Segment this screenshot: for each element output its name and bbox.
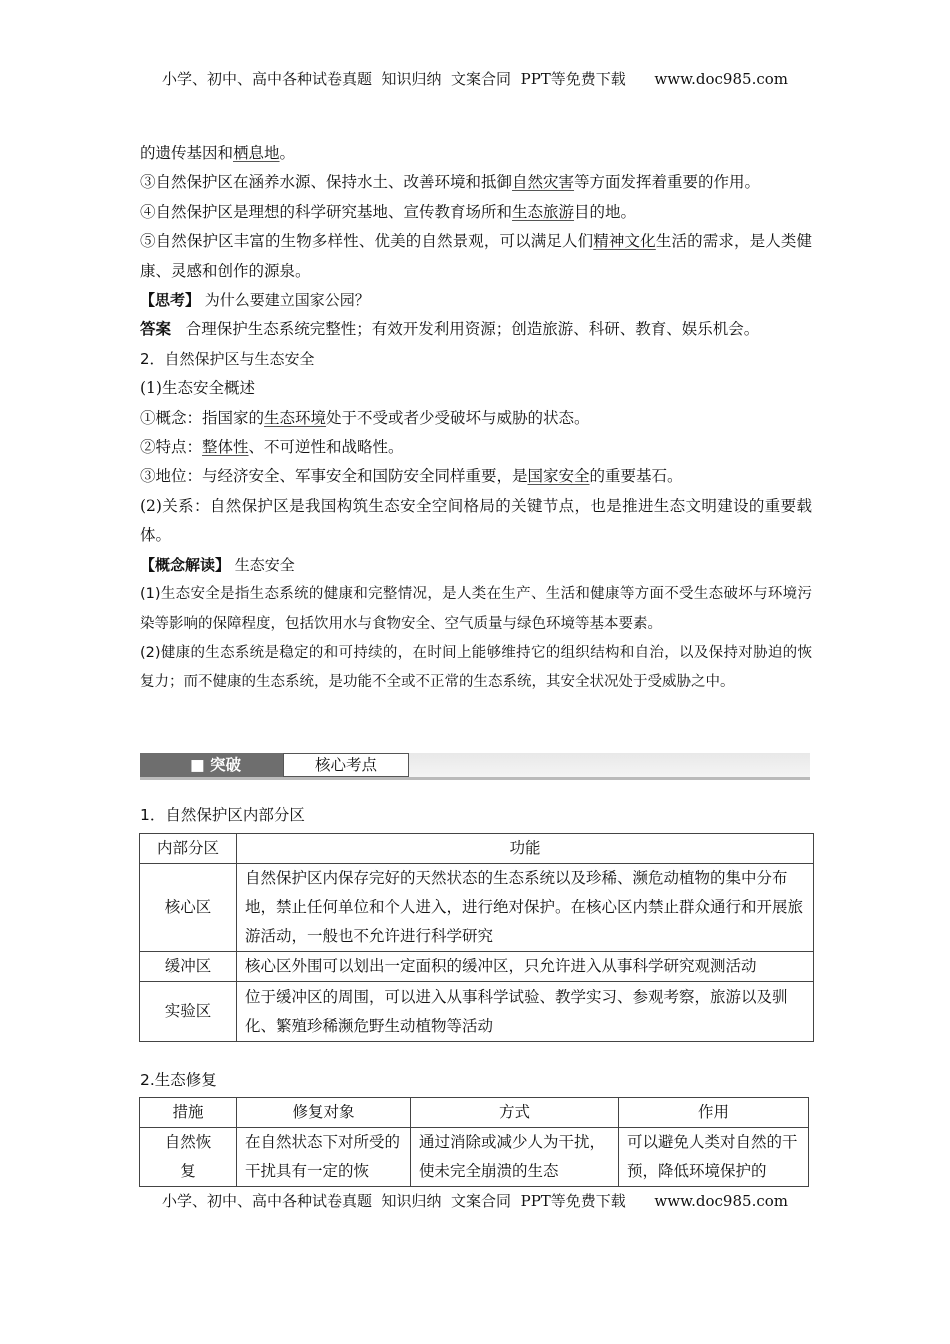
section-banner xyxy=(140,753,810,779)
zone-name: 核心区 xyxy=(140,864,237,952)
banner-rule xyxy=(140,777,810,780)
table-row xyxy=(140,1128,809,1187)
text: 、不可逆性和战略性。 xyxy=(248,438,404,457)
target-cell: 在自然状态下对所受的干扰具有一定的恢 xyxy=(237,1128,411,1187)
zone-function: 位于缓冲区的周围，可以进入从事科学试验、教学实习、参观考察，旅游以及驯化、繁殖珍稀濒危野生动植物等活动 xyxy=(237,982,814,1042)
paragraph xyxy=(140,198,812,227)
text: ①概念：指国家的 xyxy=(140,408,265,427)
effect-cell: 可以避免人类对自然的干预，降低环境保护的 xyxy=(619,1128,809,1187)
text: 的遗传基因和 xyxy=(140,144,234,162)
method-cell: 通过消除或减少人为干扰，使未完全崩溃的生态 xyxy=(411,1128,619,1187)
concept-title: 生态安全 xyxy=(234,555,295,574)
header-cell: 措施 xyxy=(140,1098,237,1128)
text: 的重要基石。 xyxy=(589,467,683,486)
page-header: 小学、初中、高中各种试卷真题 知识归纳 文案合同 PPT等免费下载 www.doc985.com xyxy=(161,70,788,88)
table-header-row xyxy=(140,1098,809,1128)
measure-cell: 自然恢复 xyxy=(140,1128,237,1187)
text: ③自然保护区在涵养水源、保持水土、改善环境和抵御 xyxy=(140,173,513,192)
banner-left: ■ 突破 xyxy=(140,753,283,777)
paragraph: (2)健康的生态系统是稳定的和可持续的，在时间上能够维持它的组织结构和自治，以及保持对胁迫的恢复力；而不健康的生态系统，是功能不全或不正常的生态系统，其安全状况处于受威胁之中。 xyxy=(140,644,812,691)
concept-heading xyxy=(140,551,812,580)
paragraph xyxy=(140,433,812,462)
header-cell: 作用 xyxy=(619,1098,809,1128)
paragraph xyxy=(140,404,812,433)
table-row xyxy=(140,952,814,982)
text: 目的地。 xyxy=(574,202,637,221)
key-term: 生态旅游 xyxy=(512,202,575,221)
header-cell: 内部分区 xyxy=(140,834,237,864)
table1-title: 1．自然保护区内部分区 xyxy=(140,806,305,824)
page-footer: 小学、初中、高中各种试卷真题 知识归纳 文案合同 PPT等免费下载 www.doc985.com xyxy=(161,1192,788,1210)
section-heading: 2．自然保护区与生态安全 xyxy=(140,349,315,368)
think-label: 【思考】 xyxy=(140,291,201,310)
table-row xyxy=(140,864,814,952)
text: ②特点： xyxy=(140,438,203,457)
text: 等方面发挥着重要的作用。 xyxy=(574,173,761,192)
text: 生活的需求，是人类健康、灵感和创作的源泉。 xyxy=(140,232,812,280)
zone-name: 实验区 xyxy=(140,982,237,1042)
answer-text: 合理保护生态系统完整性；有效开发利用资源；创造旅游、科研、教育、娱乐机会。 xyxy=(185,320,760,339)
concept-label: 【概念解读】 xyxy=(140,555,231,574)
key-term: 生态环境 xyxy=(264,408,327,427)
header-cell: 方式 xyxy=(411,1098,619,1128)
key-term: 国家安全 xyxy=(527,467,590,486)
restoration-table xyxy=(139,1097,809,1187)
paragraph: (2)关系：自然保护区是我国构筑生态安全空间格局的关键节点，也是推进生态文明建设的重要载体。 xyxy=(140,496,812,545)
table-header-row xyxy=(140,834,814,864)
paragraph xyxy=(140,168,812,197)
paragraph xyxy=(140,462,812,491)
answer-label: 答案 xyxy=(140,320,172,339)
key-term: 自然灾害 xyxy=(512,173,575,192)
text: 。 xyxy=(279,144,296,162)
banner-right: 核心考点 xyxy=(283,753,409,777)
zones-table xyxy=(139,833,814,1042)
think-text: 为什么要建立国家公园？ xyxy=(204,291,370,310)
table2-title: 2.生态修复 xyxy=(140,1071,217,1089)
paragraph xyxy=(140,139,812,168)
text: ③地位：与经济安全、军事安全和国防安全同样重要，是 xyxy=(140,467,528,486)
header-cell: 功能 xyxy=(237,834,814,864)
think-question xyxy=(140,286,812,315)
key-term: 栖息地 xyxy=(233,144,280,162)
text: ⑤自然保护区丰富的生物多样性、优美的自然景观，可以满足人们 xyxy=(140,232,594,251)
text: 处于不受或者少受破坏与威胁的状态。 xyxy=(326,408,590,427)
header-cell: 修复对象 xyxy=(237,1098,411,1128)
paragraph xyxy=(140,227,812,286)
table-row xyxy=(140,982,814,1042)
paragraph: (1)生态安全是指生态系统的健康和完整情况，是人类在生产、生活和健康等方面不受生态破坏与环境污染等影响的保障程度，包括饮用水与食物安全、空气质量与绿色环境等基本要素。 xyxy=(140,586,812,632)
zone-name: 缓冲区 xyxy=(140,952,237,982)
key-term: 整体性 xyxy=(202,438,249,457)
answer xyxy=(140,315,812,344)
zone-function: 自然保护区内保存完好的天然状态的生态系统以及珍稀、濒危动植物的集中分布地，禁止任何单位和个人进入，进行绝对保护。在核心区内禁止群众通行和开展旅游活动，一般也不允许进行科学研究 xyxy=(237,864,814,952)
body-text xyxy=(140,139,812,698)
subheading: (1)生态安全概述 xyxy=(140,379,255,398)
zone-function: 核心区外围可以划出一定面积的缓冲区，只允许进入从事科学研究观测活动 xyxy=(237,952,814,982)
key-term: 精神文化 xyxy=(593,232,656,251)
text: ④自然保护区是理想的科学研究基地、宣传教育场所和 xyxy=(140,202,513,221)
